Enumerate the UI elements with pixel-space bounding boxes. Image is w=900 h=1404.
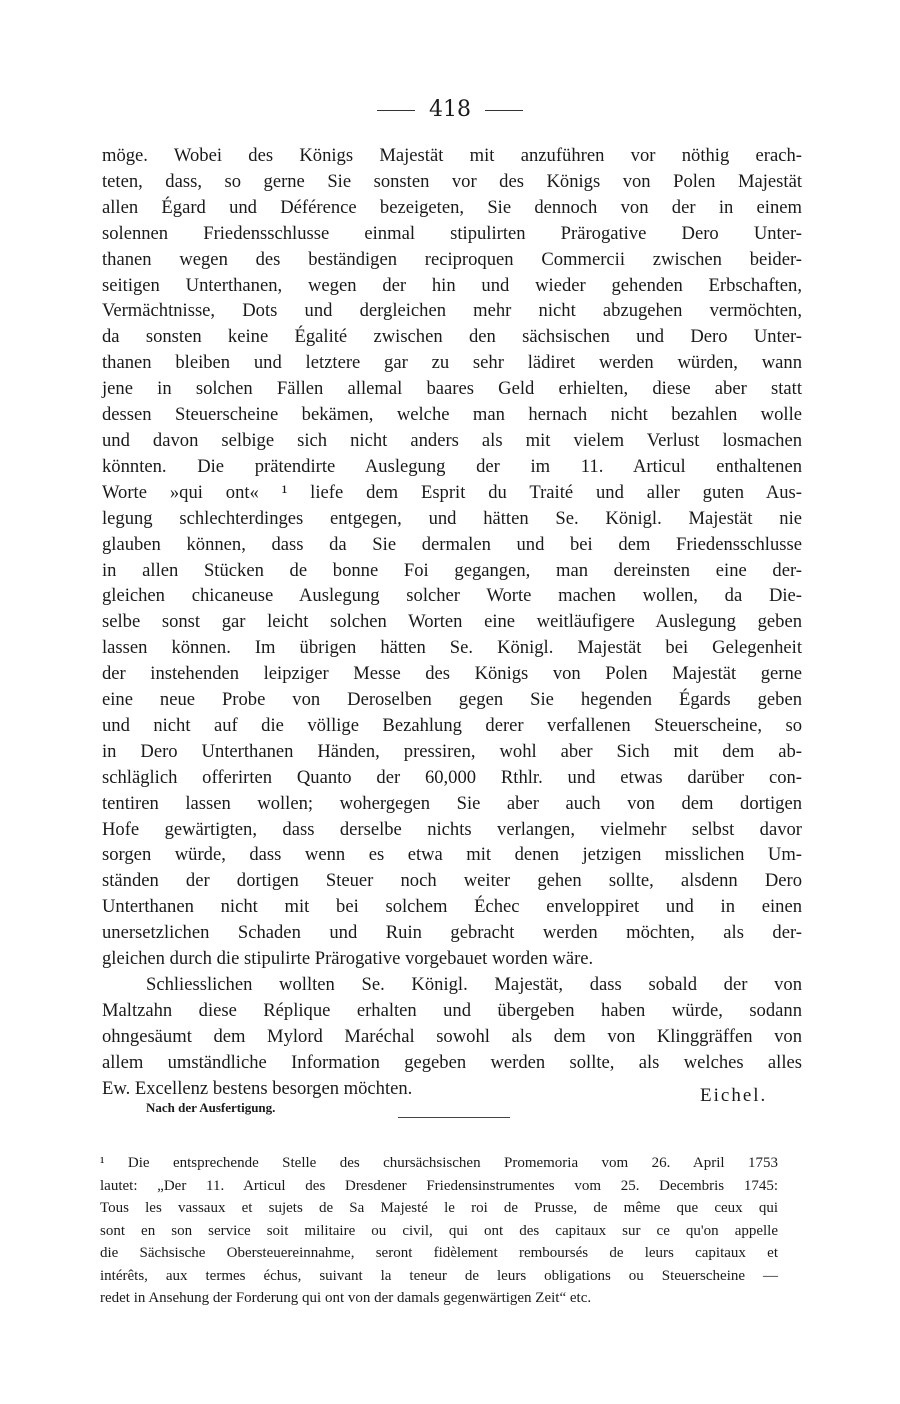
body-line: ständen der dortigen Steuer noch weiter gehen sollte, alsdenn Dero	[102, 870, 802, 892]
body-line: glauben können, dass da Sie dermalen und bei dem Friedensschlusse	[102, 533, 802, 555]
body-line: der instehenden leipziger Messe des Königs von Polen Majestät gerne	[102, 663, 802, 685]
body-line: dessen Steuerscheine bekämen, welche man hernach nicht bezahlen wolle	[102, 404, 802, 426]
body-line: allem umständliche Information gegeben werden sollte, als welches alles	[102, 1051, 802, 1073]
body-line: teten, dass, so gerne Sie sonsten vor des Königs von Polen Majestät	[102, 170, 802, 192]
body-line: tentiren lassen wollen; wohergegen Sie aber auch von dem dortigen	[102, 792, 802, 814]
footnote-line: ¹ Die entsprechende Stelle des chursächsischen Promemoria vom 26. April 1753	[100, 1155, 778, 1171]
body-line: unersetzlichen Schaden und Ruin gebracht werden möchten, als der-	[102, 922, 802, 944]
body-line: Ew. Excellenz bestens besorgen möchten.	[102, 1077, 413, 1099]
body-line: thanen wegen des beständigen reciproquen Commercii zwischen beider-	[102, 248, 802, 270]
header-rule-left	[377, 110, 415, 111]
body-line: Schliesslichen wollten Se. Königl. Majestät, dass sobald der von	[146, 974, 802, 995]
body-line: allen Égard und Déférence bezeigeten, Sie dennoch von der in einem	[102, 196, 802, 218]
body-line: schläglich offerirten Quanto der 60,000 Rthlr. und etwas darüber con-	[102, 766, 802, 788]
body-line: eine neue Probe von Deroselben gegen Sie hegenden Égards geben	[102, 689, 802, 711]
main-text	[102, 143, 802, 1102]
body-line: gleichen durch die stipulirte Prärogative vorgebauet worden wäre.	[102, 948, 594, 970]
body-line: in allen Stücken de bonne Foi gegangen, man dereinsten eine der-	[102, 559, 802, 581]
body-line: Vermächtnisse, Dots und dergleichen mehr nicht abzugehen vermöchten,	[102, 300, 802, 322]
body-line: Worte »qui ont« ¹ liefe dem Esprit du Traité und aller guten Aus-	[102, 481, 802, 503]
page-number: 418	[429, 97, 471, 122]
footnote-line: sont en son service soit militaire ou civil, qui ont des capitaux sur ce qu'on appelle	[100, 1222, 778, 1239]
footnote	[100, 1152, 778, 1310]
body-line: gleichen chicaneuse Auslegung solcher Worte machen wollen, da Die-	[102, 585, 802, 607]
footnote-line: intérêts, aux termes échus, suivant la teneur de leurs obligations ou Steuerscheine —	[100, 1267, 778, 1284]
footnote-line: Tous les vassaux et sujets de Sa Majesté le roi de Prusse, de même que ceux qui	[100, 1200, 778, 1216]
source-note: Nach der Ausfertigung.	[146, 1100, 276, 1115]
body-line: thanen bleiben und letztere gar zu sehr lädiret werden würden, wann	[102, 352, 802, 374]
body-line: selbe sonst gar leicht solchen Worten eine weitläufigere Auslegung geben	[102, 611, 802, 633]
body-line: Hofe gewärtigten, dass derselbe nichts verlangen, vielmehr selbst davor	[102, 818, 802, 840]
footnote-line: lautet: „Der 11. Articul des Dresdener Friedensinstrumentes vom 25. Decembris 1745:	[100, 1177, 778, 1194]
body-line: sorgen würde, dass wenn es etwa mit denen jetzigen misslichen Um-	[102, 844, 802, 866]
footnote-line: redet in Ansehung der Forderung qui ont von der damals gegenwärtigen Zeit“ etc.	[100, 1290, 592, 1306]
body-line: lassen können. Im übrigen hätten Se. Königl. Majestät bei Gelegenheit	[102, 637, 802, 659]
signature: Eichel.	[700, 1085, 768, 1106]
page-header	[0, 96, 900, 124]
body-line: legung schlechterdinges entgegen, und hätten Se. Königl. Majestät nie	[102, 507, 802, 529]
body-line: solennen Friedensschlusse einmal stipulirten Prärogative Dero Unter-	[102, 222, 802, 244]
body-line: da sonsten keine Égalité zwischen den sächsischen und Dero Unter-	[102, 326, 802, 348]
body-line: in Dero Unterthanen Händen, pressiren, wohl aber Sich mit dem ab-	[102, 740, 802, 762]
footnote-line: die Sächsische Obersteuereinnahme, seront fidèlement remboursés de leurs capitaux et	[100, 1245, 778, 1261]
body-line: und nicht auf die völlige Bezahlung derer verfallenen Steuerscheine, so	[102, 714, 802, 736]
footnote-divider	[398, 1117, 510, 1118]
body-line: jene in solchen Fällen allemal baares Geld erhielten, diese aber statt	[102, 378, 802, 400]
body-line: ohngesäumt dem Mylord Maréchal sowohl als dem von Klinggräffen von	[102, 1025, 802, 1047]
body-line: könnten. Die prätendirte Auslegung der im 11. Articul enthaltenen	[102, 455, 802, 477]
body-line: seitigen Unterthanen, wegen der hin und wieder gehenden Erbschaften,	[102, 274, 802, 296]
header-rule-right	[485, 110, 523, 111]
body-line: und davon selbige sich nicht anders als mit vielem Verlust losmachen	[102, 429, 802, 451]
body-line: möge. Wobei des Königs Majestät mit anzuführen vor nöthig erach-	[102, 145, 802, 166]
body-line: Maltzahn diese Réplique erhalten und übergeben haben würde, sodann	[102, 999, 802, 1021]
body-line: Unterthanen nicht mit bei solchem Échec enveloppiret und in einen	[102, 896, 802, 918]
